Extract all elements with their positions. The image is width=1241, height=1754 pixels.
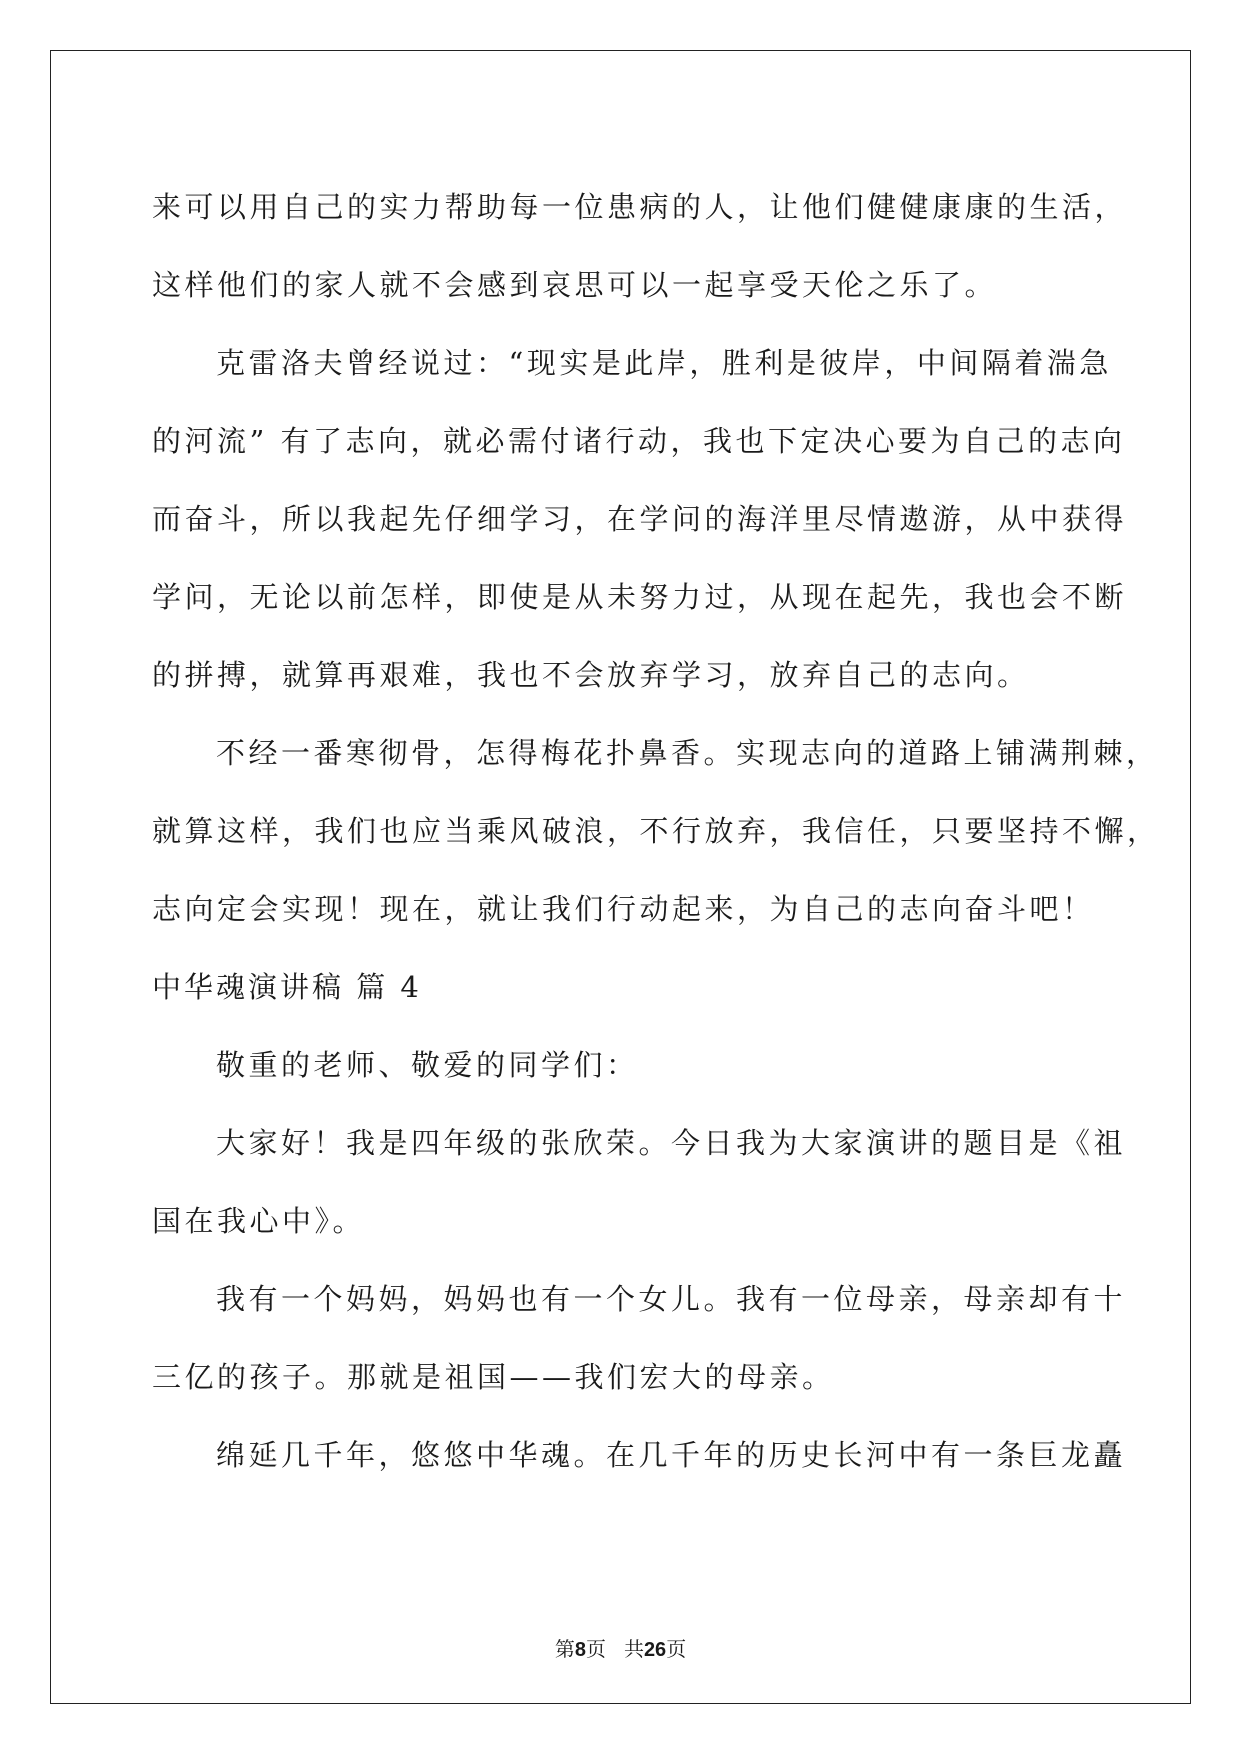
document-body [152, 168, 1160, 1494]
text-line: 的河流” 有了志向，就必需付诸行动，我也下定决心要为自己的志向 [152, 424, 1126, 458]
footer-total-prefix: 共 [623, 1639, 644, 1661]
footer-prefix: 第 [554, 1639, 575, 1661]
text-line: 这样他们的家人就不会感到哀思可以一起享受天伦之乐了。 [152, 268, 998, 302]
text-line: 来可以用自己的实力帮助每一位患病的人，让他们健健康康的生活， [152, 190, 1128, 224]
text-line: 的拼搏，就算再艰难，我也不会放弃学习，放弃自己的志向。 [152, 658, 1030, 692]
text-line: 国在我心中》。 [152, 1204, 366, 1238]
text-line: 我有一个妈妈，妈妈也有一个女儿。我有一位母亲，母亲却有十 [216, 1282, 1127, 1316]
section-heading: 中华魂演讲稿 篇 4 [152, 970, 422, 1004]
text-line: 不经一番寒彻骨，怎得梅花扑鼻香。实现志向的道路上铺满荆棘， [216, 736, 1159, 770]
text-line: 就算这样，我们也应当乘风破浪，不行放弃，我信任，只要坚持不懈， [152, 814, 1160, 848]
text-line: 敬重的老师、敬爱的同学们： [216, 1048, 639, 1082]
footer-total-suffix: 页 [666, 1639, 687, 1661]
page-number: 8 [574, 1639, 586, 1661]
footer-page-suffix: 页 [585, 1639, 606, 1661]
page-footer [0, 1633, 1241, 1662]
text-line: 克雷洛夫曾经说过：“现实是此岸，胜利是彼岸，中间隔着湍急 [216, 346, 1112, 380]
text-line: 学问，无论以前怎样，即使是从未努力过，从现在起先，我也会不断 [152, 580, 1128, 614]
total-pages: 26 [643, 1639, 667, 1661]
text-line: 绵延几千年，悠悠中华魂。在几千年的历史长河中有一条巨龙矗 [216, 1438, 1127, 1472]
text-line: 大家好！我是四年级的张欣荣。今日我为大家演讲的题目是《祖 [216, 1126, 1127, 1160]
text-line: 志向定会实现！现在，就让我们行动起来，为自己的志向奋斗吧！ [152, 892, 1095, 926]
text-line: 而奋斗，所以我起先仔细学习，在学问的海洋里尽情遨游，从中获得 [152, 502, 1128, 536]
text-line: 三亿的孩子。那就是祖国——我们宏大的母亲。 [152, 1360, 835, 1394]
